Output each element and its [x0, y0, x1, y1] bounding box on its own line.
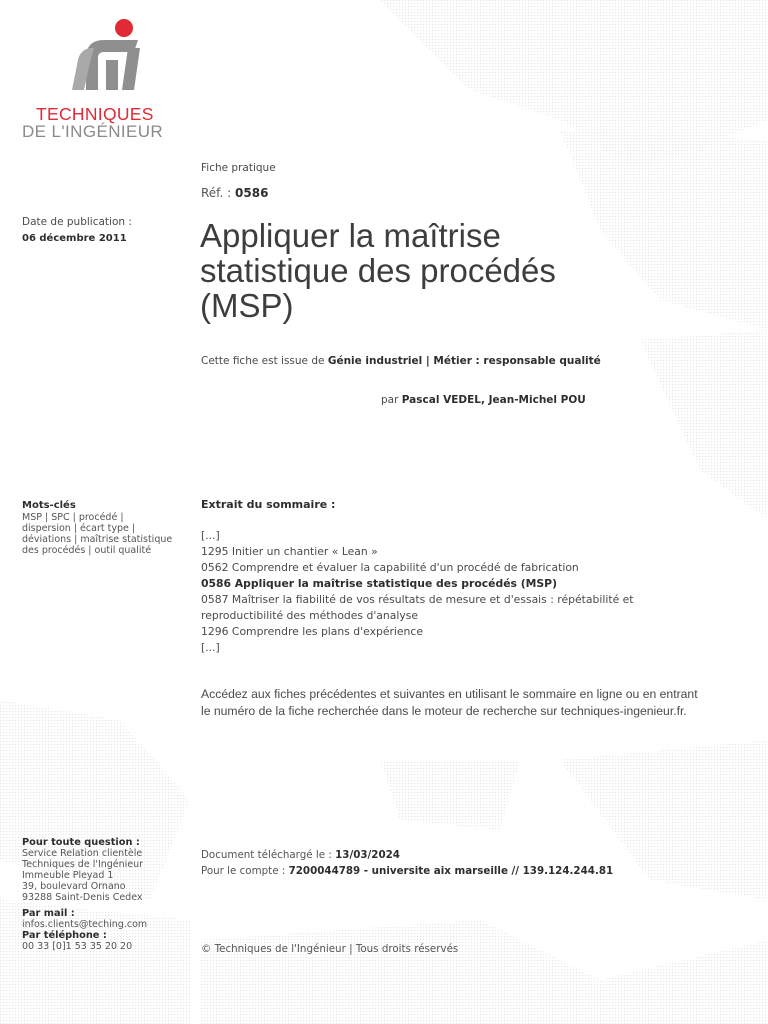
contact-block — [22, 837, 197, 952]
contact-phone: 00 33 [0]1 53 35 20 20 — [22, 941, 133, 952]
keywords-list — [22, 512, 187, 556]
contact-line: 93288 Saint-Denis Cedex — [22, 892, 143, 903]
copyright: © Techniques de l'Ingénieur | Tous droits réservés — [201, 943, 459, 955]
download-info — [201, 847, 613, 879]
contact-line: Service Relation clientèle — [22, 848, 143, 859]
summary-item[interactable]: 0562 Comprendre et évaluer la capabilité d'un procédé de fabrication — [201, 561, 579, 574]
keywords-line: des procédés | outil qualité — [22, 545, 152, 556]
issue-prefix: Cette fiche est issue de — [201, 355, 325, 367]
logo-mark-icon — [20, 18, 195, 103]
access-line: Accédez aux fiches précédentes et suivantes en utilisant le sommaire en ligne ou en entrant — [201, 687, 698, 701]
page-title — [200, 218, 720, 323]
logo-text-line2: DE L'INGÉNIEUR — [22, 122, 164, 141]
contact-mail[interactable]: infos.clients@teching.com — [22, 919, 148, 930]
logo[interactable] — [20, 18, 195, 143]
download-date-label: Document téléchargé le : — [201, 849, 332, 861]
title-line-1: Appliquer la maîtrise — [200, 217, 501, 254]
reference — [201, 186, 268, 200]
keywords-line: dispersion | écart type | — [22, 523, 136, 534]
contact-phone-label: Par téléphone : — [22, 930, 107, 941]
publication-label: Date de publication : — [22, 216, 132, 228]
summary-item-current: 0586 Appliquer la maîtrise statistique des procédés (MSP) — [201, 577, 558, 590]
title-line-2: statistique des procédés — [200, 252, 556, 289]
contact-line: Techniques de l'Ingénieur — [22, 859, 144, 870]
contact-line: Immeuble Pleyad 1 — [22, 870, 114, 881]
issue-source[interactable]: Génie industriel | Métier : responsable qualité — [327, 355, 601, 367]
authors-names: Pascal VEDEL, Jean-Michel POU — [401, 394, 586, 406]
download-account-label: Pour le compte : — [201, 865, 286, 877]
keywords-line: déviations | maîtrise statistique — [22, 534, 173, 545]
contact-mail-label: Par mail : — [22, 908, 75, 919]
summary-item[interactable]: 0587 Maîtriser la fiabilité de vos résultats de mesure et d'essais : répétabilité et reproductibilité des méthodes d'analyse — [201, 593, 634, 622]
authors-prefix: par — [381, 394, 399, 406]
summary-title: Extrait du sommaire : — [201, 498, 336, 511]
authors-line — [381, 394, 586, 406]
reference-label: Réf. : — [201, 186, 232, 200]
summary-ellipsis: [...] — [201, 529, 220, 542]
title-line-3: (MSP) — [200, 287, 294, 324]
keywords-line: MSP | SPC | procédé | — [22, 512, 124, 523]
access-note — [201, 686, 741, 720]
document-type: Fiche pratique — [201, 162, 276, 174]
contact-line: 39, boulevard Ornano — [22, 881, 126, 892]
contact-question-label: Pour toute question : — [22, 837, 140, 848]
summary-ellipsis: [...] — [201, 641, 220, 654]
publication-date: 06 décembre 2011 — [22, 233, 127, 244]
summary-item[interactable]: 1295 Initier un chantier « Lean » — [201, 545, 378, 558]
access-line: le numéro de la fiche recherchée dans le moteur de recherche sur techniques-ingenieur.fr. — [201, 704, 687, 718]
logo-text-line1: TECHNIQUES — [36, 104, 154, 124]
download-date: 13/03/2024 — [335, 849, 400, 861]
issue-line — [201, 355, 601, 367]
keywords-title: Mots-clés — [22, 500, 76, 511]
summary-list — [201, 528, 681, 656]
reference-value: 0586 — [235, 186, 269, 200]
summary-item[interactable]: 1296 Comprendre les plans d'expérience — [201, 625, 423, 638]
download-account: 7200044789 - universite aix marseille // 139.124.244.81 — [288, 865, 614, 877]
